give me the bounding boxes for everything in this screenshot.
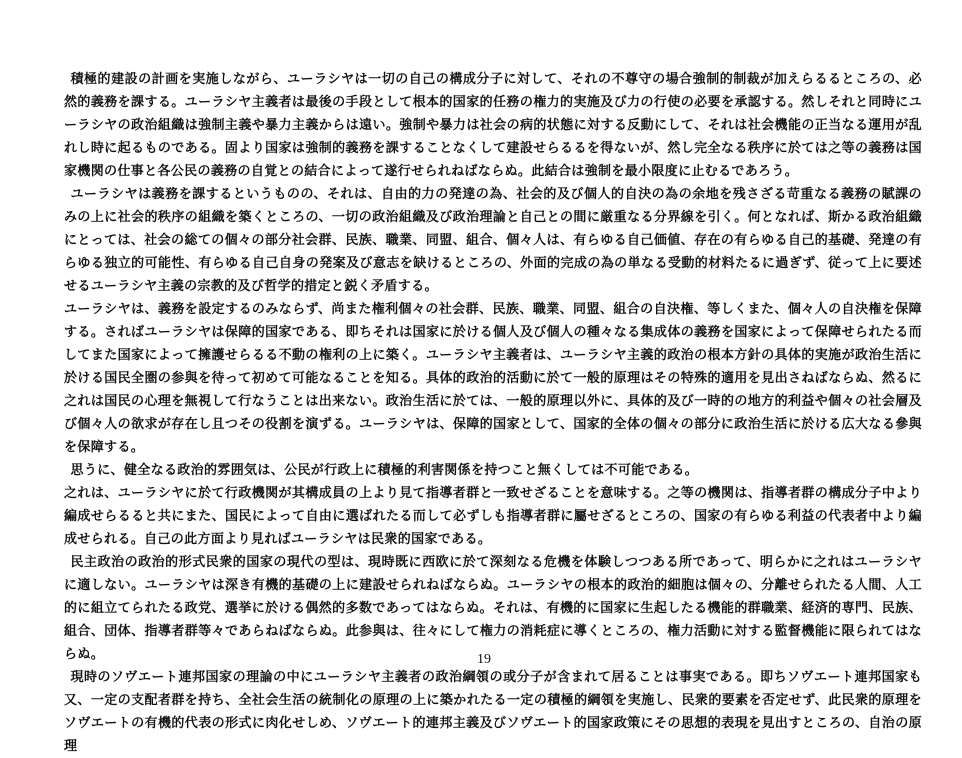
page-number: 19 (477, 652, 491, 667)
paragraph: 民主政治の政治的形式民衆的国家の現代の型は、現時既に西欧に於て深刻なる危機を体験しつつある所であって、明らかに之れはユーラシヤに適しない。ユーラシヤは深き有機的基礎の上に建設せられねばならぬ。ユーラシヤの根本的政治的細胞は個々の、分離せられたる人間、人工的に組立てられたる政党、選挙に於ける偶然的多数であってはならぬ。それは、有機的に国家に生起したる機能的群職業、経済的専門、民族、組合、団体、指導者群等々であらねばならぬ。此参與は、往々にして権力の消耗症に導くところの、権力活動に対する監督機能に限られてはならぬ。 (64, 555, 922, 662)
paragraph: 現時のソヴエート連邦国家の理論の中にユーラシヤ主義者の政治綱領の或分子が含まれて居ることは事実である。即ちソヴエート連邦国家も又、一定の支配者群を持ち、全社会生活の統制化の原理の上に築かれたる一定の積極的綱領を実施し、民衆的要素を否定せず、此民衆的原理をソヴエートの有機的代表の形式に肉化せしめ、ソヴエート的連邦主義及びソヴエート的国家政策にその思想的表現を見出すところの、自治の原理 (64, 670, 922, 754)
paragraph: ユーラシヤは義務を課するというものの、それは、自由的力の発達の為、社会的及び個人的自決の為の余地を残さざる苛重なる義務の賦課のみの上に社会的秩序の組織を築くところの、一切の政治組織及び政治理論と自己との間に厳重なる分界線を引く。何となれば、斯かる政治組織にとっては、社会の総ての個々の部分社会群、民族、職業、同盟、組合、個々人は、有らゆる自己価値、存在の有らゆる自己的基礎、発達の有らゆる独立的可能性、有らゆる自己自身の発案及び意志を缺けるところの、外面的完成の為の単なる受動的材料たるに過ぎず、従って上に要述せるユーラシヤ主義の宗教的及び哲学的措定と鋭く矛盾する。 (64, 187, 922, 294)
paragraph: 之れは、ユーラシヤに於て行政機関が其構成員の上より見て指導者群と一致せざることを意味する。之等の機関は、指導者群の構成分子中より編成せらるると共にまた、国民によって自由に選ばれたる而して必ずしも指導者群に屬せざるところの、国家の有らゆる利益の代表者中より編成せられる。自己の此方面より見ればユーラシヤは民衆的国家である。 (64, 486, 922, 547)
paragraph: ユーラシヤは、義務を設定するのみならず、尚また権利個々の社会群、民族、職業、同盟、組合の自決権、等しくまた、個々人の自決権を保障する。さればユーラシヤは保障的国家である、即ちそれは国家に於ける個人及び個人の種々なる集成体の義務を国家によって保障せられたる而してまた国家によって擁護せらるる不動の権利の上に築く。ユーラシヤ主義者は、ユーラシヤ主義的政治の根本方針の具体的実施が政治生活に於ける国民全圏の参與を待って初めて可能なることを知る。具体的政治的活動に於て一般的原理はその特殊的適用を見出さねばならぬ、然るに之れは国民の心理を無視して行なうことは出来ない。政治生活に於ては、一般的原理以外に、具体的及び一時的の地方的利益や個々の社会層及び個々人の欲求が存在し且つその役割を演ずる。ユーラシヤは、保障的国家として、国家的全体の個々の部分に政治生活に於ける広大なる參與を保障する。 (64, 302, 922, 455)
paragraph: 積極的建設の計画を実施しながら、ユーラシヤは一切の自己の構成分子に対して、それの不尊守の場合強制的制裁が加えらるるところの、必然的義務を課する。ユーラシヤ主義者は最後の手段として根本的国家的任務の権力的実施及び力の行使の必要を承認する。然しそれと同時にユーラシヤの政治組織は強制主義や暴力主義からは遠い。強制や暴力は社会の病的状態に対する反動にして、それは社会機能の正当なる運用が乱れし時に起るものである。固より国家は強制的義務を課することなくして建設せらるるを得ないが、然し完全なる秩序に於ては之等の義務は国家機関の仕事と各公民の義務の自覚との結合によって遂行せられねばならぬ。此結合は強制を最小限度に止むるであろう。 (64, 72, 922, 179)
paragraph: 思うに、健全なる政治的雰囲気は、公民が行政上に積極的利害関係を持つこと無くしては不可能である。 (70, 463, 698, 478)
